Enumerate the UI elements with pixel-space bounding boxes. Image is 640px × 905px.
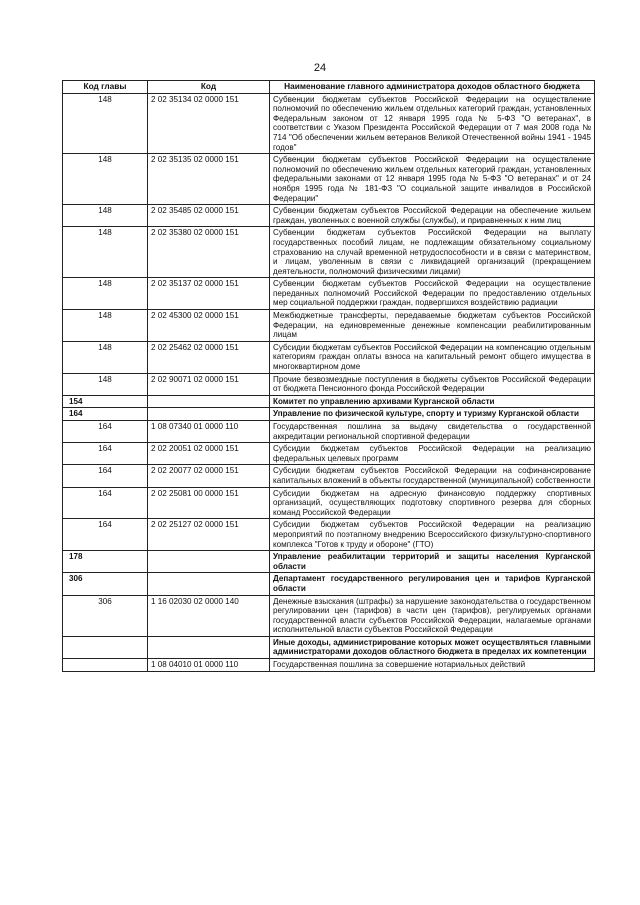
budget-code-cell: 1 16 02030 02 0000 140 <box>148 595 270 636</box>
chapter-code-cell: 148 <box>63 373 148 395</box>
budget-code-cell <box>148 636 270 658</box>
table-row <box>63 227 595 278</box>
header-chapter-code: Код главы <box>63 81 148 94</box>
section-header-row <box>63 636 595 658</box>
header-administrator-name: Наименование главного администратора доходов областного бюджета <box>270 81 595 94</box>
budget-code-cell: 1 08 04010 01 0000 110 <box>148 659 270 672</box>
administrator-name-cell: Управление реабилитации территорий и защиты населения Курганской области <box>270 551 595 573</box>
table-row <box>63 487 595 519</box>
table-row <box>63 519 595 551</box>
budget-code-cell: 2 02 35135 02 0000 151 <box>148 154 270 205</box>
administrator-name-cell: Департамент государственного регулирования цен и тарифов Курганской области <box>270 573 595 595</box>
administrator-name-cell: Прочие безвозмездные поступления в бюджеты субъектов Российской Федерации от бюджета Пенсионного фонда Российской Федерации <box>270 373 595 395</box>
header-code: Код <box>148 81 270 94</box>
chapter-code-cell: 178 <box>63 551 148 573</box>
table-row <box>63 443 595 465</box>
chapter-code-cell: 148 <box>63 93 148 154</box>
administrator-name-cell: Субсидии бюджетам субъектов Российской Федерации на реализацию федеральных целевых программ <box>270 443 595 465</box>
chapter-code-cell: 148 <box>63 341 148 373</box>
budget-code-cell: 2 02 25127 02 0000 151 <box>148 519 270 551</box>
table-row <box>63 659 595 672</box>
chapter-code-cell: 164 <box>63 421 148 443</box>
chapter-code-cell: 154 <box>63 395 148 408</box>
administrator-name-cell: Субвенции бюджетам субъектов Российской Федерации на осуществление полномочий по обеспечению жильем отдельных категорий граждан, установленных федеральными законами от 12 января 1995 года № 5-ФЗ "О ветеранах" и от 24 ноября 1995 года № 181-ФЗ "О социальной защите инвалидов в Российской Федерации" <box>270 154 595 205</box>
administrator-name-cell: Межбюджетные трансферты, передаваемые бюджетам субъектов Российской Федерации, на единовременные денежные компенсации реабилитированным лицам <box>270 310 595 342</box>
chapter-code-cell: 164 <box>63 408 148 421</box>
table-row <box>63 278 595 310</box>
table-row <box>63 341 595 373</box>
chapter-code-cell <box>63 636 148 658</box>
section-header-row <box>63 573 595 595</box>
chapter-code-cell: 306 <box>63 573 148 595</box>
administrator-name-cell: Субвенции бюджетам субъектов Российской Федерации на обеспечение жильем граждан, уволенных с военной службы (службы), и приравненных к ним лиц <box>270 205 595 227</box>
budget-code-cell <box>148 551 270 573</box>
administrator-name-cell: Субвенции бюджетам субъектов Российской Федерации на выплату государственных пособий лицам, не подлежащим обязательному социальному страхованию на случай временной нетрудоспособности и в связи с материнством, и лицам, уволенным в связи с ликвидацией организаций (прекращением деятельности, полномочий физическими лицами) <box>270 227 595 278</box>
budget-code-cell: 2 02 35380 02 0000 151 <box>148 227 270 278</box>
budget-code-cell: 2 02 35137 02 0000 151 <box>148 278 270 310</box>
revenue-administrators-table <box>62 80 595 672</box>
section-header-row <box>63 408 595 421</box>
administrator-name-cell: Иные доходы, администрирование которых может осуществляться главными администраторами доходов областного бюджета в пределах их компетенции <box>270 636 595 658</box>
administrator-name-cell: Денежные взыскания (штрафы) за нарушение законодательства о государственном регулировании цен (тарифов) в части цен (тарифов), регулируемых органами государственной власти субъектов Российской Федерации, налагаемые органами исполнительной власти субъектов Российской Федерации <box>270 595 595 636</box>
chapter-code-cell: 164 <box>63 519 148 551</box>
chapter-code-cell: 148 <box>63 310 148 342</box>
chapter-code-cell: 148 <box>63 227 148 278</box>
budget-code-cell <box>148 395 270 408</box>
table-header-row <box>63 81 595 94</box>
table-row <box>63 373 595 395</box>
budget-code-cell: 2 02 90071 02 0000 151 <box>148 373 270 395</box>
chapter-code-cell <box>63 659 148 672</box>
section-header-row <box>63 551 595 573</box>
chapter-code-cell: 148 <box>63 205 148 227</box>
administrator-name-cell: Государственная пошлина за совершение нотариальных действий <box>270 659 595 672</box>
page-number: 24 <box>313 62 327 74</box>
budget-code-cell: 2 02 35134 02 0000 151 <box>148 93 270 154</box>
budget-code-cell: 2 02 20051 02 0000 151 <box>148 443 270 465</box>
budget-code-cell: 1 08 07340 01 0000 110 <box>148 421 270 443</box>
section-header-row <box>63 395 595 408</box>
chapter-code-cell: 164 <box>63 465 148 487</box>
chapter-code-cell: 164 <box>63 487 148 519</box>
table-row <box>63 421 595 443</box>
administrator-name-cell: Субсидии бюджетам на адресную финансовую поддержку спортивных организаций, осуществляющих подготовку спортивного резерва для сборных команд Российской Федерации <box>270 487 595 519</box>
budget-code-cell: 2 02 20077 02 0000 151 <box>148 465 270 487</box>
chapter-code-cell: 148 <box>63 278 148 310</box>
chapter-code-cell: 164 <box>63 443 148 465</box>
administrator-name-cell: Субсидии бюджетам субъектов Российской Федерации на компенсацию отдельным категориям граждан оплаты взноса на капитальный ремонт общего имущества в многоквартирном доме <box>270 341 595 373</box>
budget-code-cell: 2 02 25462 02 0000 151 <box>148 341 270 373</box>
table-row <box>63 205 595 227</box>
administrator-name-cell: Субвенции бюджетам субъектов Российской Федерации на осуществление переданных полномочий Российской Федерации по предоставлению отдельных мер социальной поддержки граждан, подвергшихся воздействию радиации <box>270 278 595 310</box>
administrator-name-cell: Субвенции бюджетам субъектов Российской Федерации на осуществление полномочий по обеспечению жильем отдельных категорий граждан, установленных Федеральным законом от 12 января 1995 года № 5-ФЗ "О ветеранах", в соответствии с Указом Президента Российской Федерации от 7 мая 2008 года № 714 "Об обеспечении жильем ветеранов Великой Отечественной войны 1941 - 1945 годов" <box>270 93 595 154</box>
budget-code-cell: 2 02 45300 02 0000 151 <box>148 310 270 342</box>
budget-code-cell <box>148 573 270 595</box>
chapter-code-cell: 148 <box>63 154 148 205</box>
table-row <box>63 154 595 205</box>
administrator-name-cell: Субсидии бюджетам субъектов Российской Федерации на реализацию мероприятий по поэтапному внедрению Всероссийского физкультурно-спортивного комплекса "Готов к труду и обороне" (ГТО) <box>270 519 595 551</box>
table-row <box>63 595 595 636</box>
budget-code-cell: 2 02 25081 00 0000 151 <box>148 487 270 519</box>
table-row <box>63 465 595 487</box>
chapter-code-cell: 306 <box>63 595 148 636</box>
administrator-name-cell: Комитет по управлению архивами Курганской области <box>270 395 595 408</box>
table-row <box>63 93 595 154</box>
administrator-name-cell: Управление по физической культуре, спорту и туризму Курганской области <box>270 408 595 421</box>
administrator-name-cell: Государственная пошлина за выдачу свидетельства о государственной аккредитации региональной спортивной федерации <box>270 421 595 443</box>
budget-code-cell <box>148 408 270 421</box>
table-body <box>63 93 595 671</box>
administrator-name-cell: Субсидии бюджетам субъектов Российской Федерации на софинансирование капитальных вложений в объекты государственной (муниципальной) собственности <box>270 465 595 487</box>
budget-code-cell: 2 02 35485 02 0000 151 <box>148 205 270 227</box>
table-row <box>63 310 595 342</box>
